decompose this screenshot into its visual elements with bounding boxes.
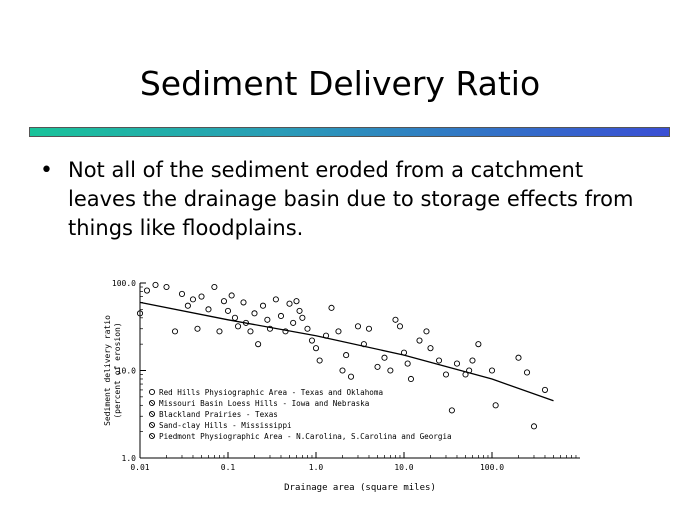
bullet-item: [40, 156, 660, 243]
data-point: [248, 329, 253, 334]
data-point: [340, 368, 345, 373]
data-point: [542, 387, 547, 392]
legend-entry: Missouri Basin Loess Hills - Iowa and Nebraska: [159, 399, 370, 408]
data-point: [190, 297, 195, 302]
y-tick-label: 100.0: [111, 279, 136, 288]
x-tick-label: 1.0: [308, 463, 324, 472]
x-axis-label: Drainage area (square miles): [284, 483, 436, 493]
data-point: [235, 324, 240, 329]
legend-marker-hatch: [150, 434, 154, 438]
data-point: [273, 297, 278, 302]
data-point: [388, 368, 393, 373]
bullet-text: Not all of the sediment eroded from a catchment leaves the drainage basin due to storage effects from things like floodplains.: [68, 158, 634, 240]
x-tick-label: 100.0: [479, 463, 505, 472]
data-point: [454, 361, 459, 366]
data-point: [489, 368, 494, 373]
data-point: [313, 346, 318, 351]
data-point: [348, 374, 353, 379]
data-point: [185, 303, 190, 308]
data-point: [260, 303, 265, 308]
data-point: [344, 352, 349, 357]
legend-marker: [149, 389, 154, 394]
legend-entry: Piedmont Physiographic Area - N.Carolina, S.Carolina and Georgia: [159, 432, 452, 441]
y-axis-label-units: (percent of erosion): [113, 322, 122, 419]
data-point: [375, 364, 380, 369]
data-point: [300, 315, 305, 320]
bullet-icon: •: [40, 158, 53, 183]
data-point: [241, 300, 246, 305]
data-point: [428, 346, 433, 351]
y-tick-label: 1.0: [121, 454, 136, 463]
data-point: [405, 361, 410, 366]
slide-title: Sediment Delivery Ratio: [139, 64, 541, 103]
data-point: [424, 329, 429, 334]
data-point: [366, 326, 371, 331]
data-point: [291, 320, 296, 325]
data-point: [297, 308, 302, 313]
data-point: [217, 329, 222, 334]
data-point: [153, 282, 158, 287]
data-point: [232, 315, 237, 320]
data-point: [252, 311, 257, 316]
data-point: [164, 284, 169, 289]
title-divider-bar: [29, 127, 670, 137]
data-point: [199, 294, 204, 299]
data-point: [382, 355, 387, 360]
data-point: [287, 301, 292, 306]
data-point: [524, 370, 529, 375]
x-tick-label: 10.0: [394, 463, 414, 472]
data-point: [278, 313, 283, 318]
data-point: [397, 324, 402, 329]
data-point: [436, 358, 441, 363]
sediment-delivery-chart: [95, 275, 595, 495]
data-point: [294, 299, 299, 304]
x-tick-label: 0.01: [130, 463, 150, 472]
legend-entry: Red Hills Physiographic Area - Texas and Oklahoma: [159, 388, 384, 397]
data-point: [531, 424, 536, 429]
trend-line: [140, 302, 554, 400]
data-point: [355, 324, 360, 329]
data-point: [516, 355, 521, 360]
chart-axes: [112, 279, 580, 472]
data-point: [144, 288, 149, 293]
data-point: [195, 326, 200, 331]
legend-marker-hatch: [150, 412, 154, 416]
data-point: [256, 342, 261, 347]
data-point: [393, 317, 398, 322]
chart-legend: [149, 388, 451, 441]
data-point: [443, 372, 448, 377]
data-point: [212, 284, 217, 289]
legend-entry: Blackland Prairies - Texas: [159, 410, 278, 419]
legend-marker-hatch: [150, 401, 154, 405]
legend-marker-hatch: [150, 423, 154, 427]
data-point: [221, 299, 226, 304]
data-point: [206, 307, 211, 312]
data-point: [417, 338, 422, 343]
x-tick-label: 0.1: [220, 463, 236, 472]
data-point: [265, 317, 270, 322]
data-point: [225, 308, 230, 313]
data-point: [408, 376, 413, 381]
data-point: [476, 342, 481, 347]
data-point: [229, 293, 234, 298]
data-point: [336, 329, 341, 334]
y-tick-label: 10.0: [116, 366, 136, 376]
data-point: [470, 358, 475, 363]
data-point: [305, 326, 310, 331]
y-axis-label: Sediment delivery ratio: [103, 315, 112, 426]
legend-entry: Sand-clay Hills - Mississippi: [159, 421, 292, 430]
data-point: [172, 329, 177, 334]
data-point: [179, 291, 184, 296]
data-point: [493, 403, 498, 408]
data-point: [317, 358, 322, 363]
data-point: [329, 305, 334, 310]
data-point: [309, 338, 314, 343]
data-point: [449, 408, 454, 413]
